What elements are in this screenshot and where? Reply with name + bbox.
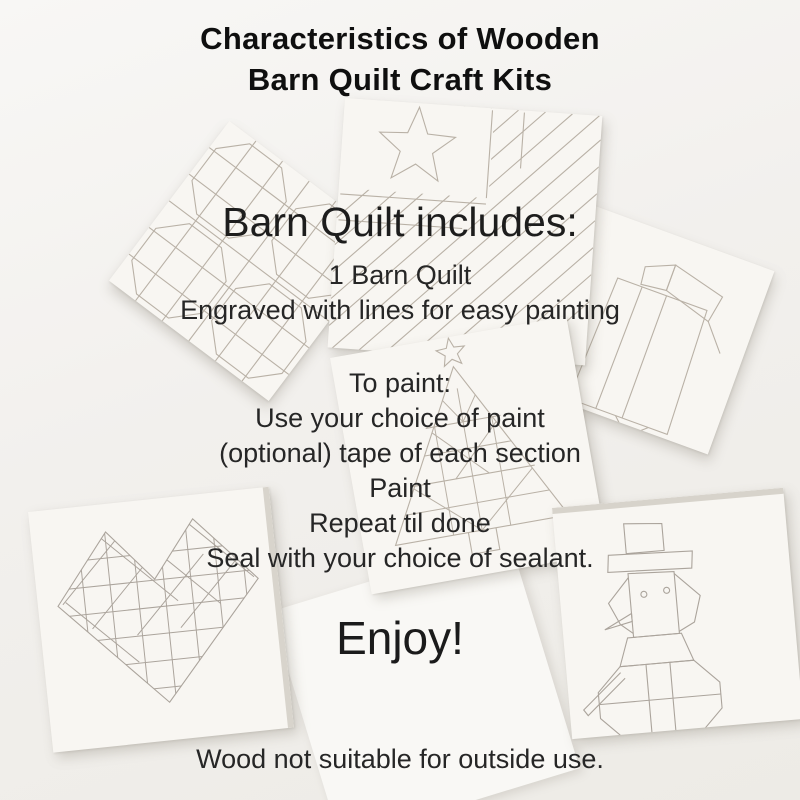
paint-step: Seal with your choice of sealant. (206, 543, 594, 573)
page-title (0, 18, 800, 100)
includes-line-2: Engraved with lines for easy painting (180, 295, 620, 325)
footer-disclaimer: Wood not suitable for outside use. (196, 744, 604, 774)
paint-step: (optional) tape of each section (219, 438, 581, 468)
includes-details (0, 258, 800, 328)
paint-heading: To paint: (348, 368, 452, 398)
includes-line-1: 1 Barn Quilt (328, 260, 472, 290)
title-line-2: Barn Quilt Craft Kits (247, 62, 553, 97)
paint-instructions (0, 366, 800, 576)
closing-text: Enjoy! (336, 612, 464, 664)
paint-step: Paint (369, 473, 431, 503)
title-line-1: Characteristics of Wooden (200, 21, 600, 56)
includes-heading: Barn Quilt includes: (222, 199, 578, 245)
paint-step: Repeat til done (309, 508, 491, 538)
paint-step: Use your choice of paint (255, 403, 545, 433)
